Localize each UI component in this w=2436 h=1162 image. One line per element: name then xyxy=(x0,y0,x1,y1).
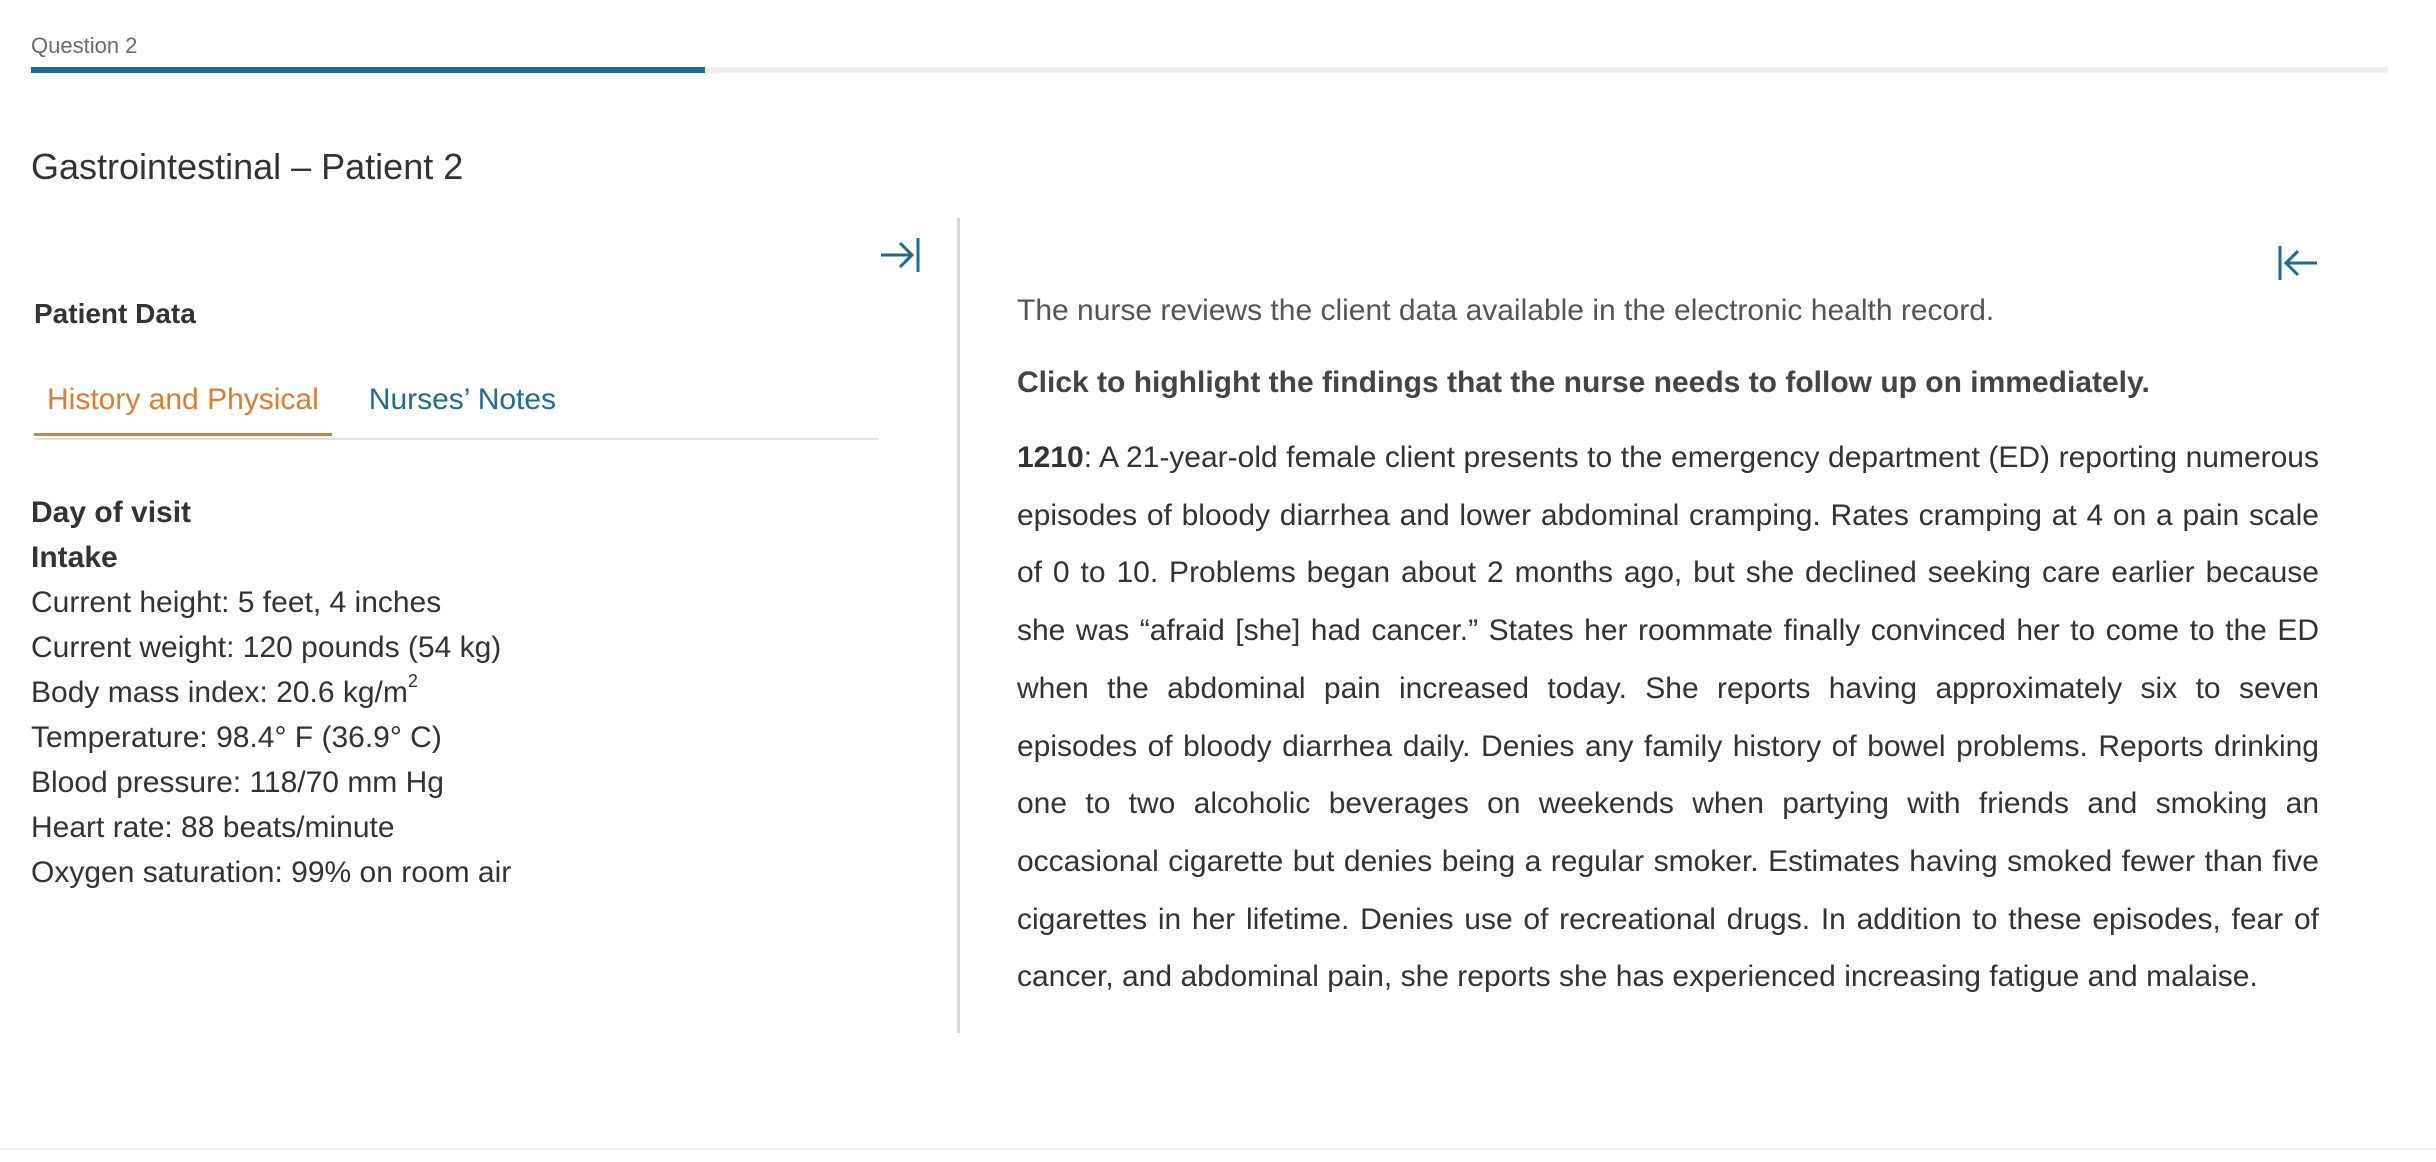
highlightable-narrative[interactable] xyxy=(1017,429,2319,1006)
tab-history-and-physical[interactable]: History and Physical xyxy=(34,375,332,436)
oxygen-saturation: Oxygen saturation: 99% on room air xyxy=(31,856,512,889)
pane-divider[interactable] xyxy=(957,218,960,1033)
history-and-physical-content xyxy=(31,490,511,895)
day-of-visit-label: Day of visit xyxy=(31,496,192,529)
blood-pressure: Blood pressure: 118/70 mm Hg xyxy=(31,766,444,799)
question-label: Question 2 xyxy=(31,33,138,58)
footer-divider xyxy=(0,1148,2436,1150)
collapse-right-panel-button[interactable] xyxy=(2275,240,2321,286)
collapse-left-panel-button[interactable] xyxy=(877,232,923,278)
temperature: Temperature: 98.4° F (36.9° C) xyxy=(31,721,442,754)
bmi-text: Body mass index: 20.6 kg/m xyxy=(31,676,408,709)
narrative-time: 1210 xyxy=(1017,441,1084,474)
narrative-text[interactable]: : A 21-year-old female client presents to the emergency department (ED) reporting numerous episodes of bloody diarrhea and lower abdominal cramping. Rates cramping at 4 on a pain scale of 0 to 10. Problems began about 2 months ago, but she declined seeking care earlier because she was “afraid [she] had cancer.” States her roommate finally convinced her to come to the ED when the abdominal pain increased today. She reports having approximately six to seven episodes of bloody diarrhea daily. Denies any family history of bowel problems. Reports drinking one to two alcoholic beverages on weekends when partying with friends and smoking an occasional cigarette but denies being a regular smoker. Estimates having smoked fewer than five cigarettes in her lifetime. Denies use of recreational drugs. In addition to these episodes, fear of cancer, and abdominal pain, she reports she has experienced increasing fatigue and malaise. xyxy=(1017,441,2319,994)
question-intro: The nurse reviews the client data available in the electronic health record. xyxy=(1017,294,1995,327)
patient-data-tabs xyxy=(34,375,879,440)
current-height: Current height: 5 feet, 4 inches xyxy=(31,586,442,619)
patient-data-heading: Patient Data xyxy=(34,298,196,329)
progress-bar-fill xyxy=(31,67,705,73)
question-instruction: Click to highlight the findings that the nurse needs to follow up on immediately. xyxy=(1017,366,2150,399)
intake-label: Intake xyxy=(31,541,118,574)
body-mass-index xyxy=(31,670,511,715)
question-panel xyxy=(1017,285,2319,1006)
heart-rate: Heart rate: 88 beats/minute xyxy=(31,811,395,844)
page-title: Gastrointestinal – Patient 2 xyxy=(31,146,464,187)
arrow-right-to-bar-icon xyxy=(877,232,923,278)
bmi-superscript: 2 xyxy=(407,671,418,691)
arrow-left-to-bar-icon xyxy=(2275,240,2321,286)
progress-bar xyxy=(31,67,2388,73)
tab-nurses-notes[interactable]: Nurses’ Notes xyxy=(368,383,557,416)
current-weight: Current weight: 120 pounds (54 kg) xyxy=(31,631,502,664)
